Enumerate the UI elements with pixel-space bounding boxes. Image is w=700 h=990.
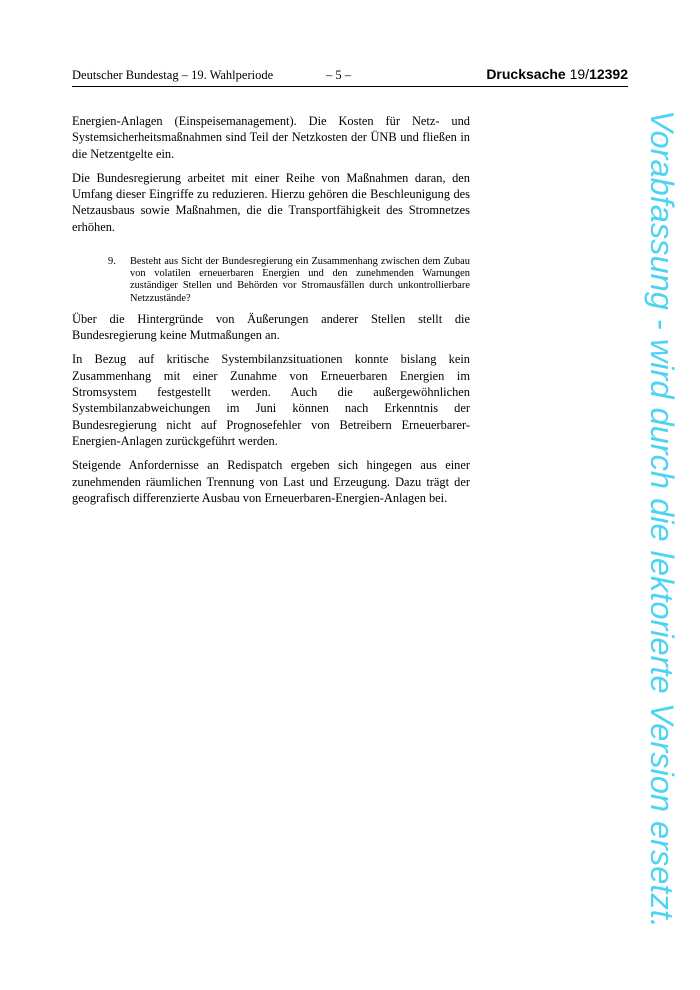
draft-watermark [642,110,682,928]
header-doc-prefix: 19/ [569,66,590,82]
question-number: 9. [108,256,116,268]
paragraph: In Bezug auf kritische Systembilanzsituationen konnte bislang kein Zusammenhang mit einer Zunahme von Erneuerbaren Energien im Stromsystem festgestellt werden. Auch die außergewöhnlichen Systembilanzabweichungen im Juni können nach Erkenntnis der Bundesregierung nicht auf Prognosefehler von Betreibern Erneuerbarer-Energien-Anlagen zurückgeführt werden. [72,352,470,448]
paragraph: Energien-Anlagen (Einspeisemanagement). Die Kosten für Netz- und Systemsicherheitsmaßnahmen sind Teil der Netzkosten der ÜNB und fließen in die Netzentgelte ein. [72,114,470,161]
header-parliament: Deutscher Bundestag – 19. Wahlperiode [72,68,274,82]
paragraph: Über die Hintergründe von Äußerungen anderer Stellen stellt die Bundesregierung keine Mutmaßungen an. [72,311,470,343]
paragraph: Die Bundesregierung arbeitet mit einer Reihe von Maßnahmen daran, den Umfang dieser Eingriffe zu reduzieren. Hierzu gehören die Beschleunigung des Netzausbaus sowie Maßnahmen, die die Transportfähigkeit des Stromnetzes erhöhen. [72,170,470,234]
watermark-text: Vorabfassung - wird durch die lektorierte Version ersetzt. [644,110,681,928]
header-doc-label: Drucksache [486,66,566,82]
page-header [72,66,628,87]
document-body [72,113,470,514]
question-text: Besteht aus Sicht der Bundesregierung ein Zusammenhang zwischen dem Zubau von volatilen erneuerbaren Energien und den zunehmenden Warnungen zuständiger Stellen und Behörden vor Stromausfällen durch unkontrollierbare Netzzustände? [130,256,470,304]
header-doc-number: 12392 [589,66,628,82]
header-page-number: – 5 – [326,68,351,82]
header-document-number [486,66,628,82]
question-block [72,256,470,305]
paragraph: Steigende Anfordernisse an Redispatch ergeben sich hingegen aus einer zunehmenden räumlichen Trennung von Last und Erzeugung. Dazu trägt der geografisch differenzierte Ausbau von Erneuerbaren-Energien-Anlagen bei. [72,458,470,505]
